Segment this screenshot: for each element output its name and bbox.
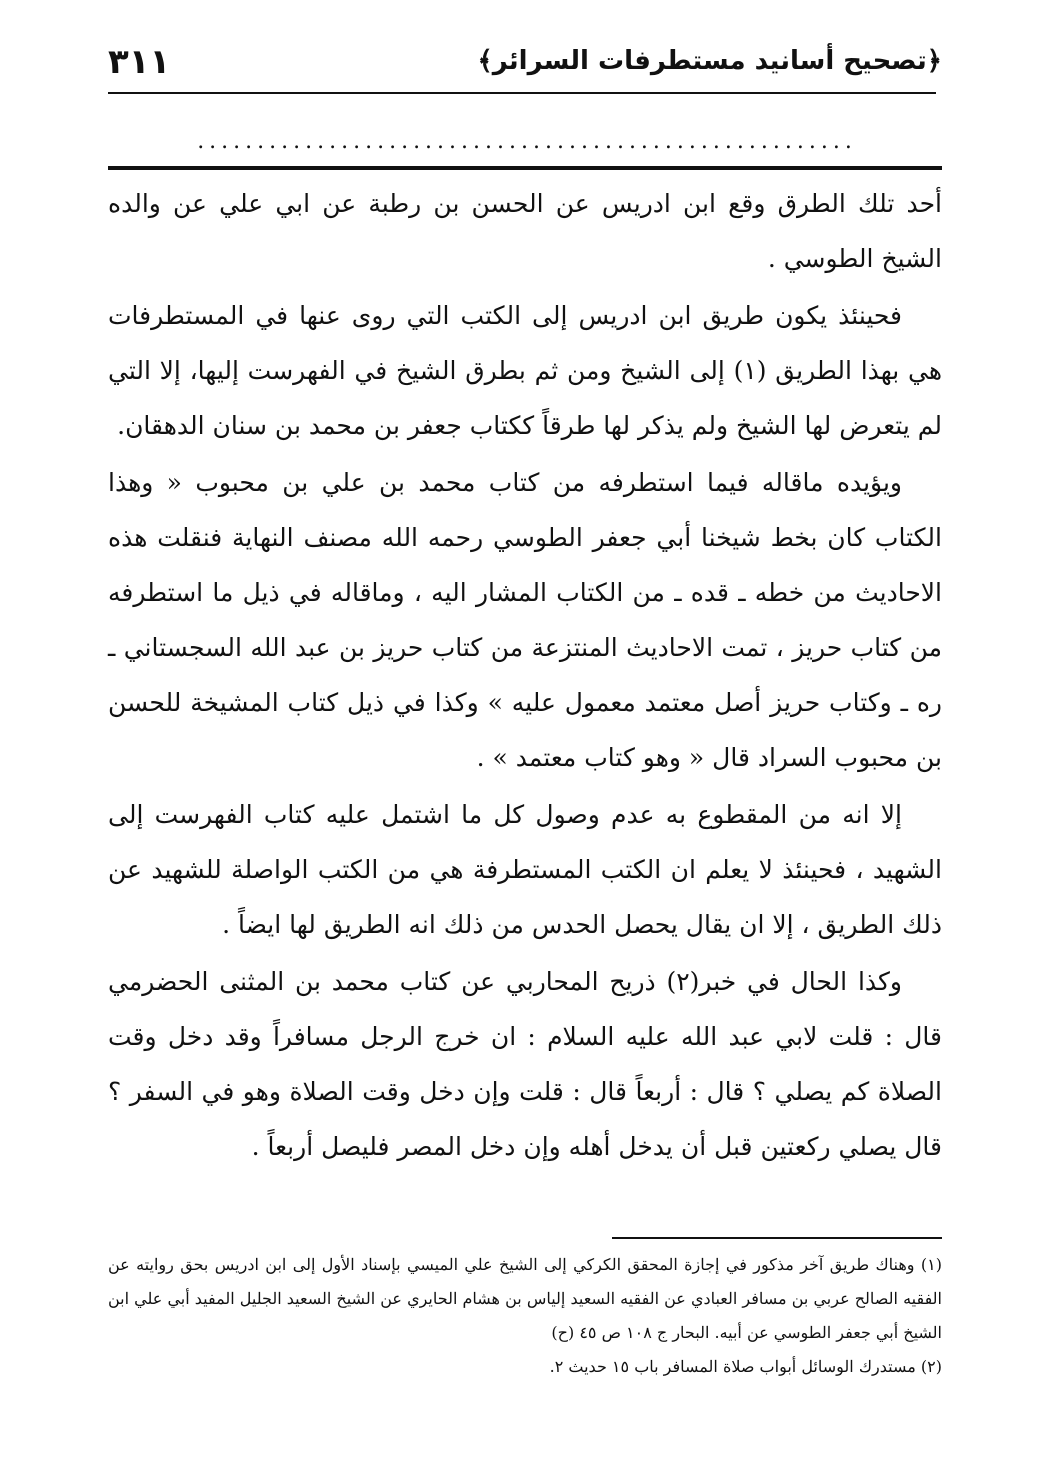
paragraph-2: فحينئذ يكون طريق ابن ادريس إلى الكتب التي روى عنها في المستطرفات هي بهذا الطريق (١) إلى الشيخ ومن ثم بطرق الشيخ في الفهرست إليها، إلا التي لم يتعرض لها الشيخ ولم يذكر لها طرقاً ككتاب جعفر بن محمد بن سنان الدهقان. — [108, 301, 942, 440]
footnote-1: (١) وهناك طريق آخر مذكور في إجازة المحقق الكركي إلى الشيخ علي الميسي بإسناد الأول إلى ابن ادريس بحق روايته عن الفقيه الصالح عربي بن مسافر العبادي عن الفقيه السعيد إلياس بن هشام الحايري عن الشيخ السعيد الجليل المفيد أبي علي ابن الشيخ أبي جعفر الطوسي عن أبيه. البحار ج ١٠٨ ص ٤٥ (ح) — [108, 1255, 943, 1342]
paragraph-4: إلا انه من المقطوع به عدم وصول كل ما اشتمل عليه كتاب الفهرست إلى الشهيد ، فحينئذ لا يعلم ان الكتب المستطرفة هي من الكتب الواصلة للشهيد عن ذلك الطريق ، إلا ان يقال يحصل الحدس من ذلك انه الطريق لها ايضاً . — [108, 800, 942, 939]
header-rule — [108, 92, 936, 94]
running-title: ﴿تصحيح أسانيد مستطرفات السرائر﴾ — [477, 46, 942, 76]
dotted-separator: ....................................................... — [197, 129, 857, 154]
paragraph-3: ويؤيده ماقاله فيما استطرفه من كتاب محمد بن علي بن محبوب « وهذا الكتاب كان بخط شيخنا أبي جعفر الطوسي رحمه الله مصنف النهاية فنقلت هذه الاحاديث من خطه ـ قده ـ من الكتاب المشار اليه ، وماقاله في ذيل ما استطرفه من كتاب حريز ، تمت الاحاديث المنتزعة من كتاب حريز بن عبد الله السجستاني ـ ره ـ وكتاب حريز أصل معتمد معمول عليه » وكذا في ذيل كتاب المشيخة للحسن بن محبوب السراد قال « وهو كتاب معتمد » . — [108, 468, 942, 772]
body-text — [108, 176, 942, 1176]
page-header — [108, 40, 942, 90]
footnotes — [108, 1248, 942, 1384]
paragraph-5: وكذا الحال في خبر(٢) ذريح المحاربي عن كتاب محمد بن المثنى الحضرمي قال : قلت لابي عبد الله عليه السلام : ان خرج الرجل مسافراً وقد دخل وقت الصلاة كم يصلي ؟ قال : أربعاً قال : قلت وإن دخل وقت الصلاة وهو في السفر ؟ قال يصلي ركعتين قبل أن يدخل أهله وإن دخل المصر فليصل أربعاً . — [108, 967, 942, 1161]
footnote-rule — [612, 1237, 942, 1239]
thick-rule — [108, 166, 942, 170]
paragraph-1: أحد تلك الطرق وقع ابن ادريس عن الحسن بن رطبة عن ابي علي عن والده الشيخ الطوسي . — [108, 189, 943, 273]
page-number: ٣١١ — [108, 42, 171, 82]
footnote-2: (٢) مستدرك الوسائل أبواب صلاة المسافر باب ١٥ حديث ٢. — [549, 1357, 942, 1376]
